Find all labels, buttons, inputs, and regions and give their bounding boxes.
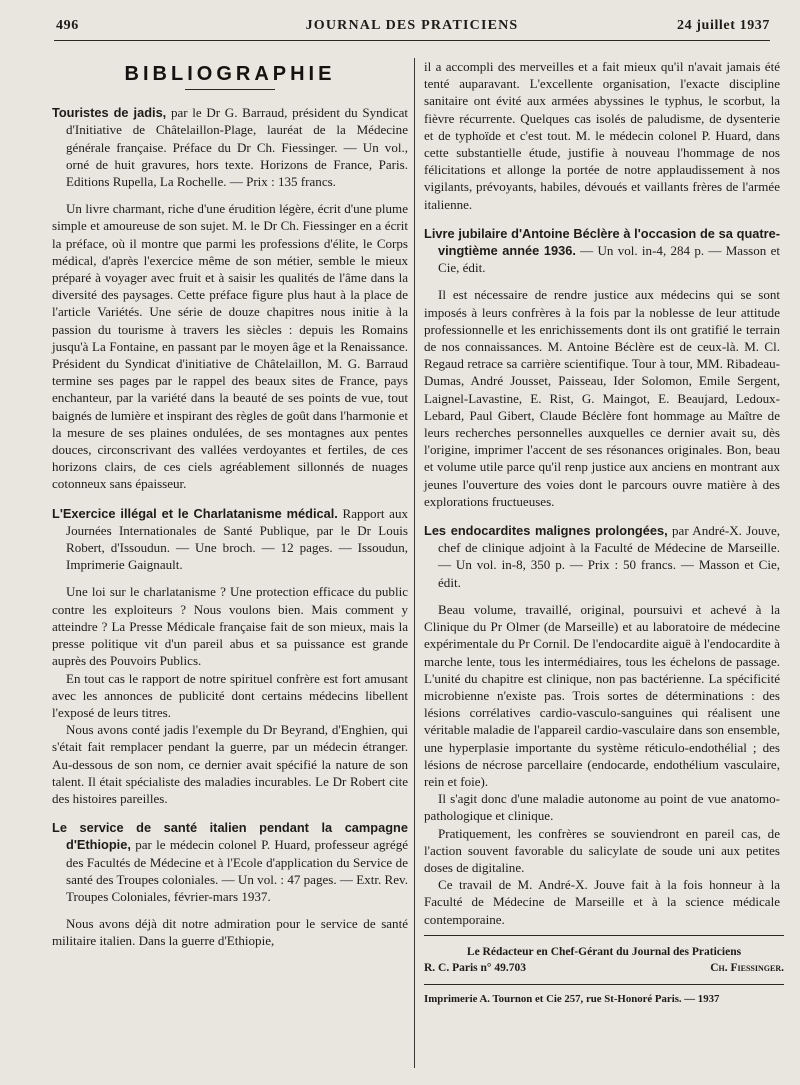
entry-paragraph: Ce travail de M. André-X. Jouve fait à la fois honneur à la Faculté de Médecine de Marseille et à la science médicale contemporaine.	[424, 877, 780, 927]
page-header	[54, 14, 770, 41]
printer-imprint: Imprimerie A. Tournon et Cie 257, rue St-Honoré Paris. — 1937	[424, 984, 784, 1007]
entry-paragraph: Un livre charmant, riche d'une érudition légère, écrit d'une plume simple et amoureuse de son sujet. M. le Dr Ch. Fiessinger en a écrit la préface, où il montre que parmi les professions d'élite, le Corps médical, d'après l'exercice même de son métier, semble le mieux préparé à voyager avec fruit et à saisir les qualités de l'âme dans la diversité des paysages. Cette préface figure plus haut à la place de l'article Variétés. Une série de douze chapitres nous initie à la passion du tourisme à travers les siècles : depuis les Romains jusqu'à La Fontaine, en passant par le moyen âge et la Renaissance. Président du Syndicat d'initiative de Châtelaillon, M. G. Barraud termine ses pages par le rappel des beaux sites de France, pays enchanteur, par la variété dans la beauté de ses points de vue, tout baignés de lumière et inspirant des règles de goût dans l'harmonie et la mesure de ses plaines ondulées, de ses montagnes aux pentes douces, circonscrivant des vallées verdoyantes et fertiles, de ces horizons clairs, de ces ciels agréablement sillonnés de nuages cotonneux sans épaisseur.	[52, 201, 408, 492]
footer-rule	[424, 935, 784, 936]
entry-details: par André-X. Jouve, chef de clinique adjoint à la Faculté de Médecine de Marseille. — Un vol. in-8, 350 p. — Prix : 50 francs. — Masson et Cie, édit.	[438, 523, 780, 590]
entry-beclere-head	[424, 225, 780, 277]
entry-paragraph: Il est nécessaire de rendre justice aux médecins qui se sont imposés à leurs confrères à la fois par la noblesse de leur attitude professionnelle et les enrichissements dont ils ont gratifié le terrain de nos connaissances. M. Antoine Béclère est de ceux-là. M. Cl. Regaud retrace sa carrière scientifique. Tour à tour, MM. Ribadeau-Dumas, André Jousset, Paisseau, Ider Solomon, Emile Sergent, Laignel-Lavastine, E. Rist, G. Maingot, E. Beaujard, Ledoux-Lebard, Paul Gibert, Claude Béclère font hommage au Maître de leurs recherches personnelles auxquelles ce dernier avait su, dès l'origine, imprimer l'accent de ses résonances originales. Bon, beau et volume utile parce qu'il renp justice aux anciens en montrant aux jeunes l'ouverture des voies dont le parcours ouvre matière à des explorations fructueuses.	[424, 287, 780, 509]
entry-paragraph: Une loi sur le charlatanisme ? Une protection efficace du public contre les exploiteurs ? Nous voulons bien. Mais comment y atteindre ? La Presse Médicale française fait de son mieux, mais la presse politique vit d'un pareil abus et sa puissance est grande auprès des Pouvoirs Publics.	[52, 584, 408, 669]
column-divider	[414, 58, 415, 1068]
entry-title: Touristes de jadis,	[52, 105, 167, 121]
registry-number: R. C. Paris n° 49.703	[424, 962, 527, 974]
continuation-paragraph: il a accompli des merveilles et a fait mieux qu'il n'avait jamais été tenté auparavant. L'excellente organisation, l'exacte discipline sanitaire ont évité aux armées abyssines le typhus, le scorbut, la fièvre récurrente. Quelques cas isolés de paludisme, de dysenterie et de typhoïde et c'est tout. M. le médecin colonel P. Huard, dans cette substantielle étude, justifie à nouveau l'hommage de nos félicitations et allonge la portée de notre applaudissement à nos vigilants, prévoyants, habiles, dévoués et vaillants frères de l'armée italienne.	[424, 59, 780, 212]
page-footer	[424, 935, 784, 1007]
journal-title: JOURNAL DES PRATICIENS	[305, 18, 519, 33]
entry-paragraph: Il s'agit donc d'une maladie autonome au point de vue anatomo-pathologique et clinique.	[424, 791, 780, 824]
entry-paragraph: Beau volume, travaillé, original, poursuivi et achevé à la Clinique du Pr Olmer (de Marseille) et au laboratoire de médecine expérimentale du Pr Cornil. De l'endocardite aiguë à l'endocardite à marche lente, tous les intermédiaires, tous les échelons de passage. L'unité du chapitre est clinique, non pas bactérienne. La spécificité microbienne n'existe pas. Trois sortes de déterminations : des lésions corrélatives cardio-vasculo-sanguines qui réalisent une véritable maladie de l'appareil cardio-vasculaire dans son ensemble, une hyperplasie importante du système réticulo-endothélial ; des lésions de nécrose parcellaire (endocarde, endothélium vasculaire, rein et foie).	[424, 601, 780, 789]
entry-title: L'Exercice illégal et le Charlatanisme médical.	[52, 505, 338, 521]
entry-details: par le Dr G. Barraud, président du Syndicat d'Initiative de Châtelaillon-Plage, lauréat de la Médecine générale française. Préface du Dr Ch. Fiessinger. — Un vol., orné de huit gravures, hors texte. Horizons de France, Paris. Editions Rupella, La Rochelle. — Prix : 135 francs.	[66, 105, 409, 190]
issue-date: 24 juillet 1937	[677, 18, 770, 33]
editor-name: Ch. Fiessinger.	[710, 962, 784, 974]
entry-endocardites-head	[424, 522, 780, 591]
entry-service-sante-head	[52, 819, 408, 905]
entry-paragraph: Pratiquement, les confrères se souviendront en pareil cas, de l'action souvent favorable du salicylate de soude uni aux petites doses de digitaline.	[424, 825, 780, 875]
entry-touristes-head	[52, 104, 408, 190]
entry-paragraph: En tout cas le rapport de notre spirituel confrère est fort amusant avec les annonces de publicité dont certains médecins libellent l'exposé de leurs titres.	[52, 670, 408, 720]
entry-details: — Un vol. in-4, 284 p. — Masson et Cie, édit.	[438, 243, 780, 276]
entry-title: Le service de santé italien pendant la campagne d'Ethiopie,	[52, 820, 408, 853]
entry-details: par le médecin colonel P. Huard, professeur agrégé des Facultés de Médecine et à l'Ecole d'application du Service de santé des Troupes coloniales. — Un vol. : 47 pages. — Extr. Rev. Troupes Coloniales, février-mars 1937.	[66, 837, 409, 904]
right-column	[424, 58, 780, 928]
entry-title: Livre jubilaire d'Antoine Béclère à l'occasion de sa quatre-vingtième année 1936.	[424, 225, 780, 259]
left-column	[52, 58, 408, 950]
entry-charlatanisme-head	[52, 505, 408, 574]
entry-title: Les endocardites malignes prolongées,	[424, 523, 668, 539]
entry-paragraph: Nous avons conté jadis l'exemple du Dr Beyrand, d'Enghien, qui s'était fait remplacer pendant la guerre, par un médecin étranger. Au-dessous de son nom, ce dernier avait spécifié la nature de son talent. Il était spécialiste des maladies incurables. Le Dr Robert cite des histoires pareilles.	[52, 722, 408, 806]
page-number: 496	[56, 18, 79, 33]
section-rule	[185, 89, 275, 90]
editor-line: Le Rédacteur en Chef-Gérant du Journal des Praticiens	[466, 946, 742, 958]
entry-details: Rapport aux Journées Internationales de Santé Publique, par le Dr Louis Robert, d'Issoudun. — Une broch. — 12 pages. — Issoudun, Imprimerie Gaignault.	[66, 505, 408, 573]
entry-paragraph: Nous avons déjà dit notre admiration pour le service de santé militaire italien. Dans la guerre d'Ethiopie,	[52, 916, 408, 949]
footer-row	[424, 960, 784, 976]
section-title: BIBLIOGRAPHIE	[124, 63, 336, 85]
